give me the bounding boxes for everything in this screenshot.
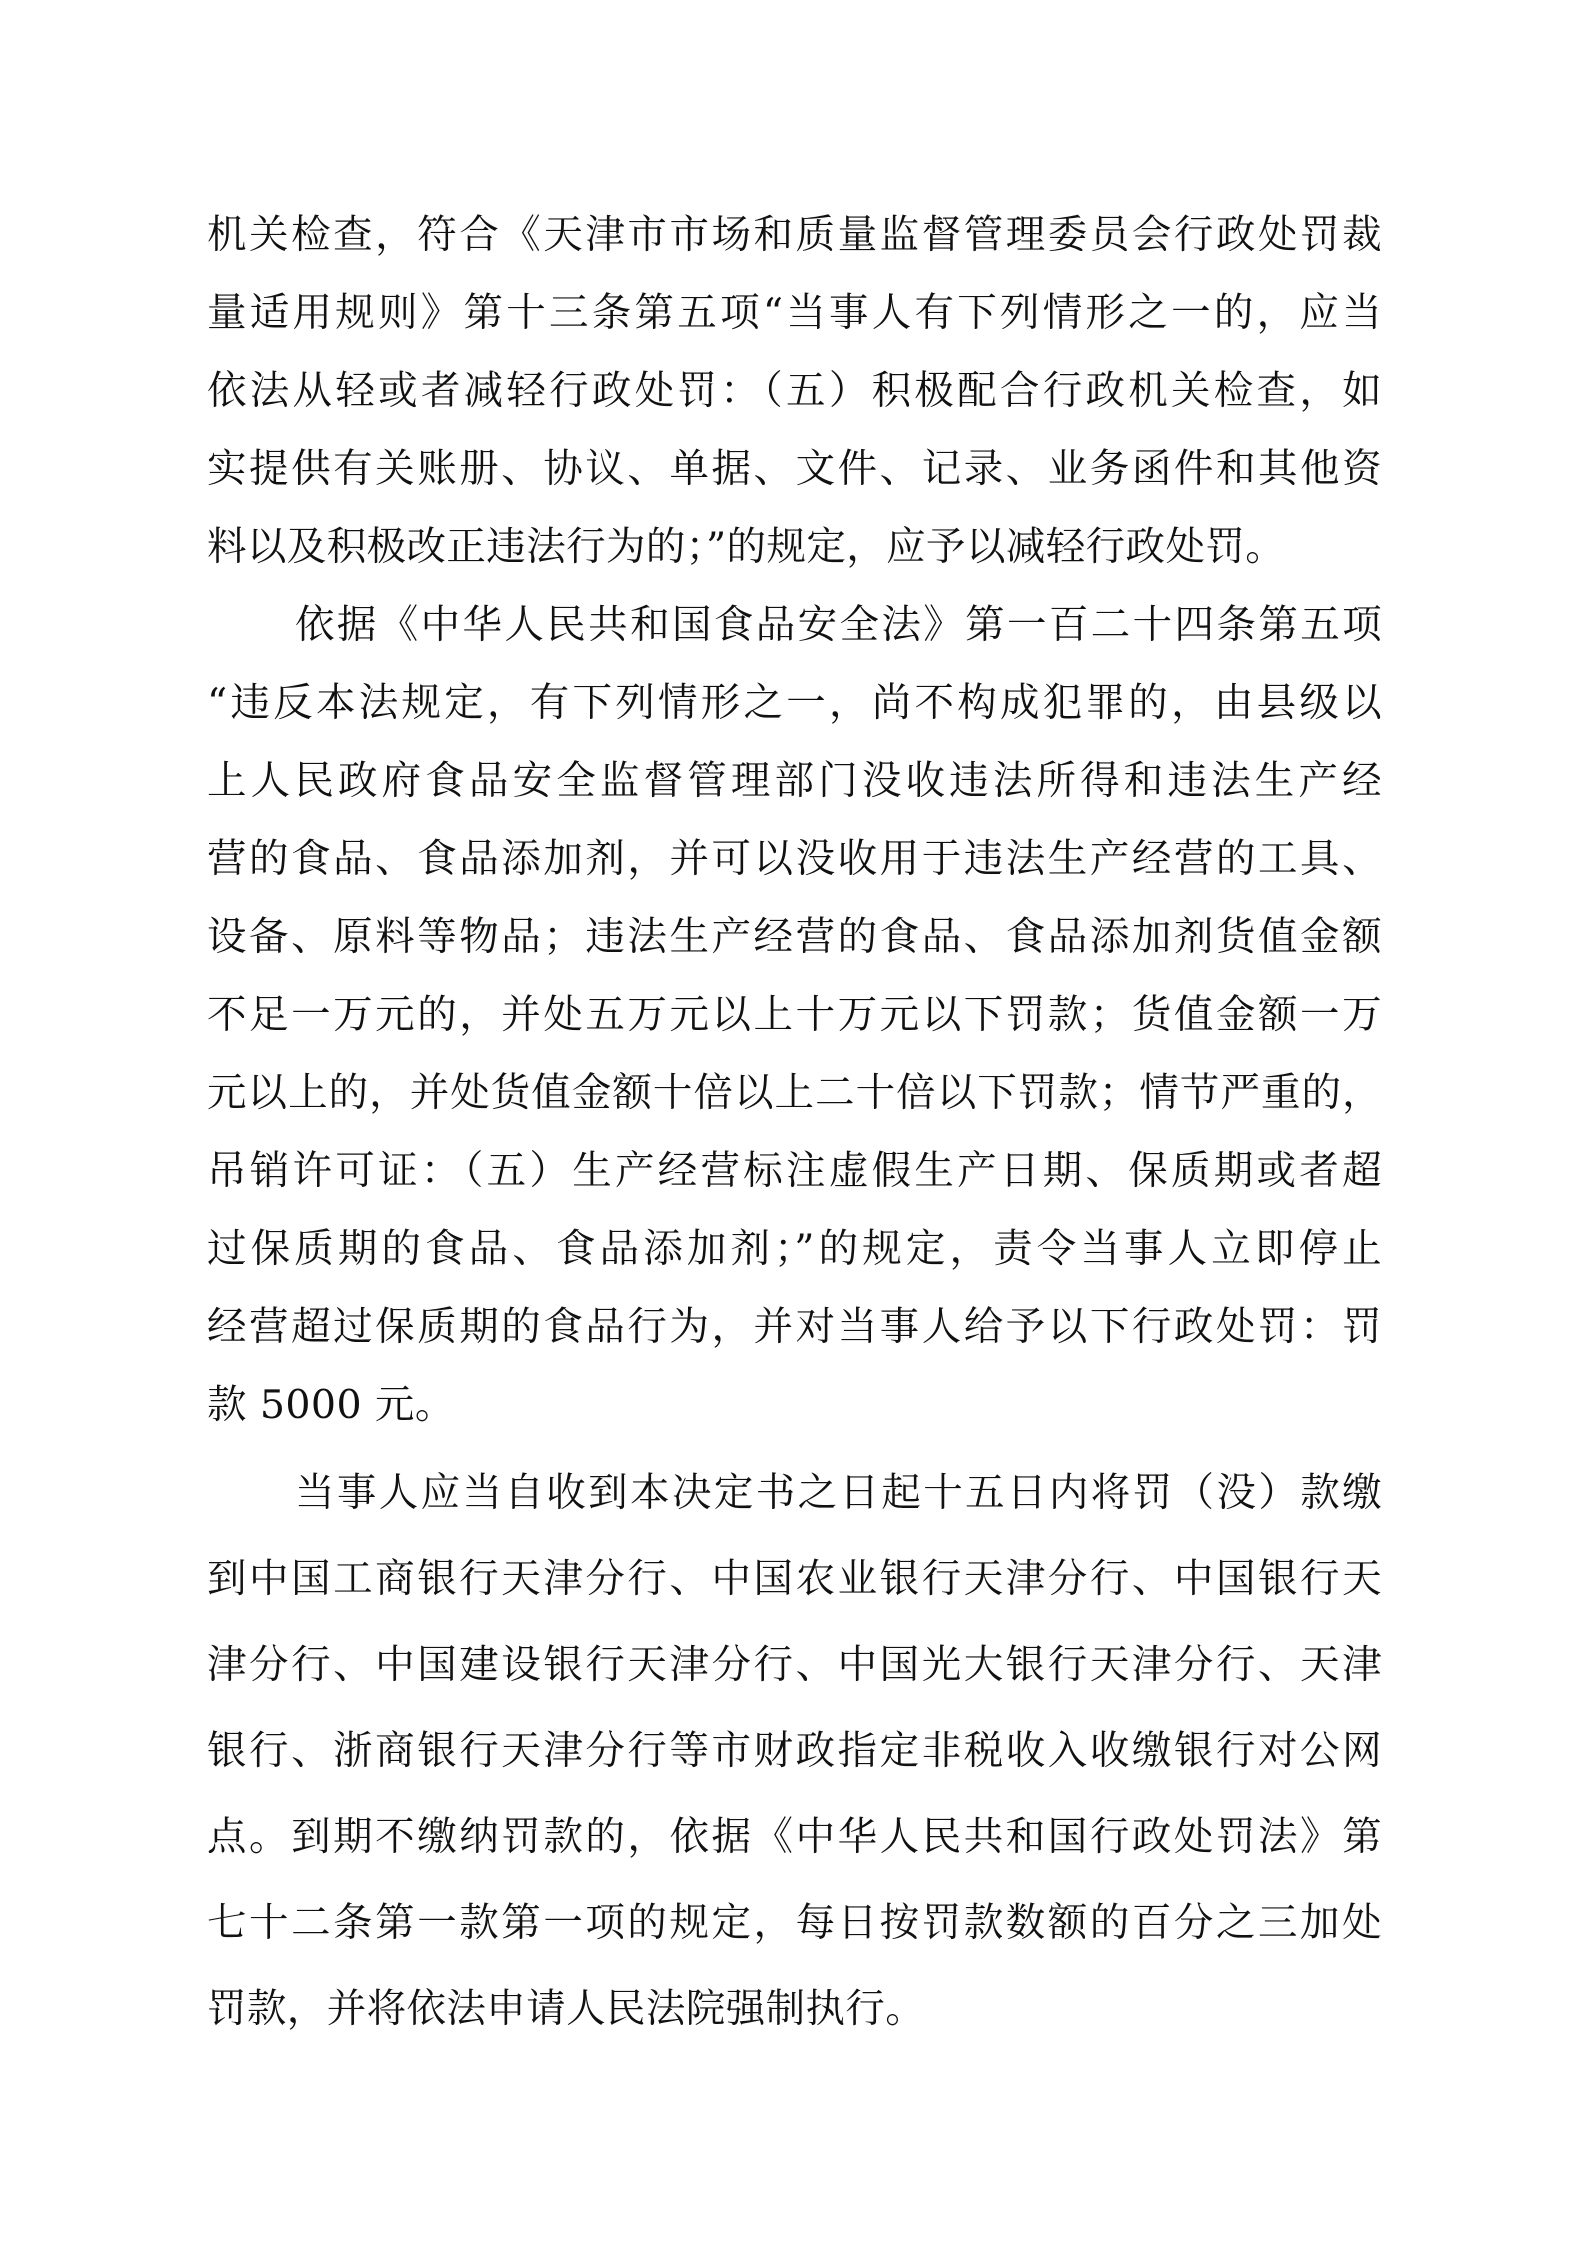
paragraph-2-line-3: 上人民政府食品安全监督管理部门没收违法所得和违法生产经 bbox=[207, 758, 1382, 804]
paragraph-1-line-3: 依法从轻或者减轻行政处罚：（五）积极配合行政机关检查，如 bbox=[207, 368, 1382, 414]
paragraph-3-line-4: 银行、浙商银行天津分行等市财政指定非税收入收缴银行对公网 bbox=[207, 1728, 1382, 1774]
paragraph-2-line-5: 设备、原料等物品；违法生产经营的食品、食品添加剂货值金额 bbox=[207, 914, 1382, 960]
paragraph-1-line-4: 实提供有关账册、协议、单据、文件、记录、业务函件和其他资 bbox=[207, 446, 1382, 492]
paragraph-1-line-5: 料以及积极改正违法行为的；”的规定，应予以减轻行政处罚。 bbox=[207, 524, 1286, 570]
paragraph-2-line-11: 款 5000 元。 bbox=[207, 1382, 455, 1428]
paragraph-2-line-1: 依据《中华人民共和国食品安全法》第一百二十四条第五项 bbox=[295, 602, 1382, 648]
paragraph-3-line-5: 点。到期不缴纳罚款的，依据《中华人民共和国行政处罚法》第 bbox=[207, 1814, 1382, 1860]
paragraph-1-line-2: 量适用规则》第十三条第五项“当事人有下列情形之一的，应当 bbox=[207, 290, 1382, 336]
paragraph-2-line-2: “违反本法规定，有下列情形之一，尚不构成犯罪的，由县级以 bbox=[207, 680, 1382, 726]
paragraph-2-line-8: 吊销许可证：（五）生产经营标注虚假生产日期、保质期或者超 bbox=[207, 1148, 1382, 1194]
paragraph-2-line-6: 不足一万元的，并处五万元以上十万元以下罚款；货值金额一万 bbox=[207, 992, 1382, 1038]
paragraph-1-line-1: 机关检查，符合《天津市市场和质量监督管理委员会行政处罚裁 bbox=[207, 212, 1382, 258]
paragraph-2-line-9: 过保质期的食品、食品添加剂；”的规定，责令当事人立即停止 bbox=[207, 1226, 1382, 1272]
paragraph-2-line-10: 经营超过保质期的食品行为，并对当事人给予以下行政处罚：罚 bbox=[207, 1304, 1382, 1350]
paragraph-3-line-2: 到中国工商银行天津分行、中国农业银行天津分行、中国银行天 bbox=[207, 1556, 1382, 1602]
paragraph-2-line-7: 元以上的，并处货值金额十倍以上二十倍以下罚款；情节严重的， bbox=[207, 1070, 1382, 1116]
paragraph-3-line-3: 津分行、中国建设银行天津分行、中国光大银行天津分行、天津 bbox=[207, 1642, 1382, 1688]
paragraph-3-line-6: 七十二条第一款第一项的规定，每日按罚款数额的百分之三加处 bbox=[207, 1900, 1382, 1946]
paragraph-3-line-1: 当事人应当自收到本决定书之日起十五日内将罚（没）款缴 bbox=[295, 1470, 1382, 1516]
paragraph-3-line-7: 罚款，并将依法申请人民法院强制执行。 bbox=[207, 1986, 926, 2032]
paragraph-2-line-4: 营的食品、食品添加剂，并可以没收用于违法生产经营的工具、 bbox=[207, 836, 1382, 882]
